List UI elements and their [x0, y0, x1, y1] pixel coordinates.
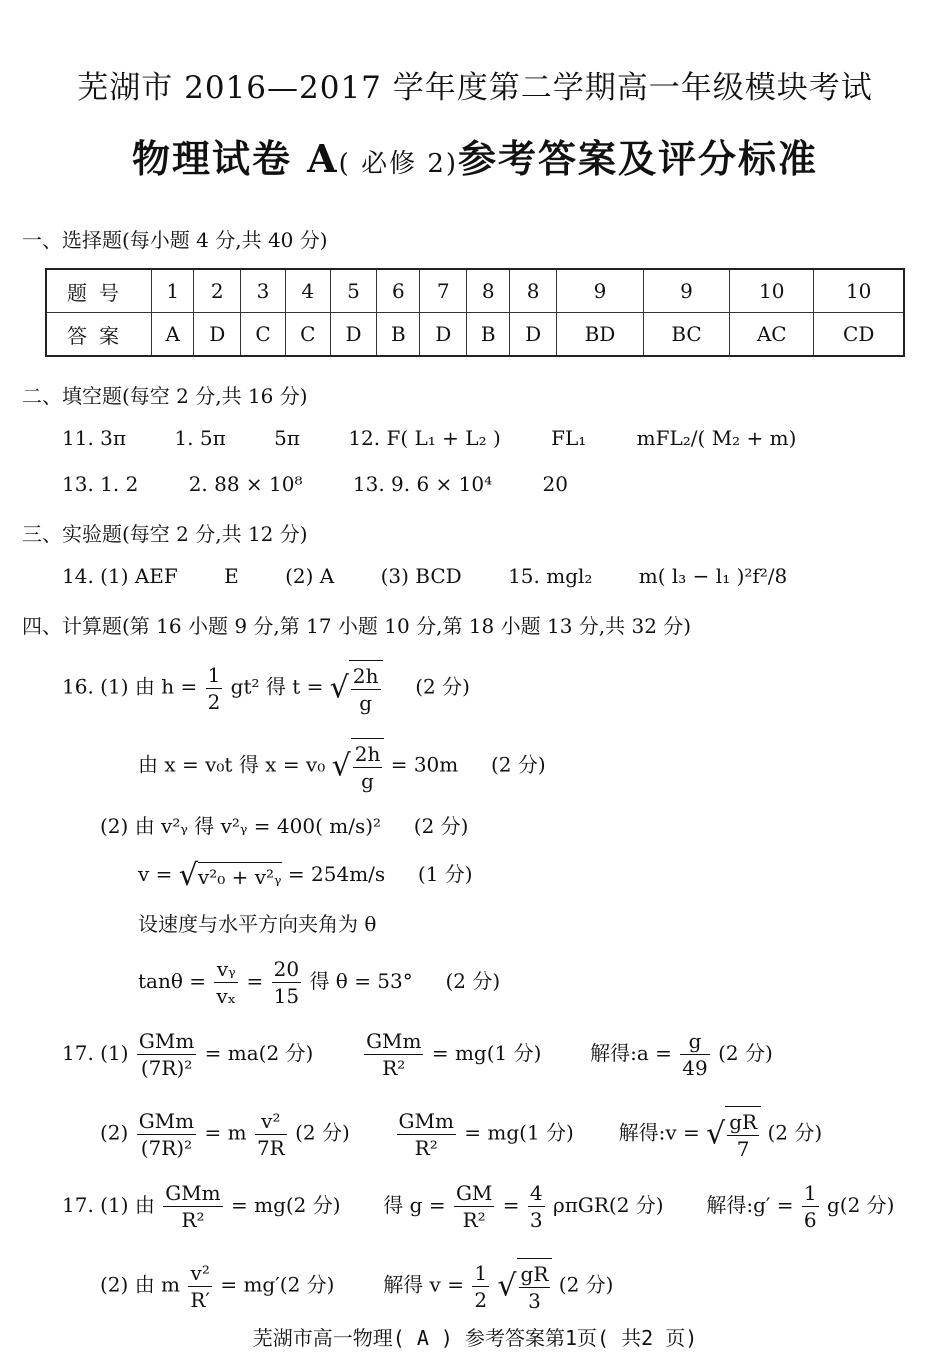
denominator: 6 [803, 1208, 817, 1232]
q16-text: 由 x = v₀t 得 x = v₀ [138, 752, 326, 777]
q-cell: 8 [467, 269, 510, 313]
q16-text: = [246, 969, 264, 993]
q16-text: tanθ = [138, 969, 206, 993]
answer-item: (2) A [285, 564, 335, 588]
score: (2 分) [490, 752, 546, 777]
question-row [46, 269, 904, 313]
answer-item: 14. (1) AEF [62, 564, 178, 588]
denominator: R² [462, 1208, 486, 1232]
a-cell: B [467, 313, 510, 357]
title-main: 物理试卷 A [131, 136, 339, 181]
numerator: 1 [803, 1181, 817, 1205]
row-header-question: 题号 [46, 269, 152, 313]
q-cell: 10 [730, 269, 814, 313]
q17-text: (2) [100, 1120, 129, 1145]
q16-text: 得 θ = 53° [309, 969, 413, 993]
title-sub: ( 必修 2) [338, 149, 459, 179]
denominator: R² [414, 1135, 438, 1160]
q17-text: = mg′(2 分) [220, 1272, 335, 1297]
answer-item: E [224, 564, 239, 588]
q17b-line1 [62, 1180, 894, 1233]
fraction-GMm-R2 [364, 1028, 423, 1081]
sqrt-expression: √ $\frac{gR}{3}$ [497, 1258, 552, 1314]
fraction-half [206, 662, 223, 715]
numerator: GMm [138, 1108, 195, 1133]
denominator: R² [382, 1056, 406, 1080]
numerator: 20 [273, 957, 300, 981]
q-cell: 7 [420, 269, 467, 313]
radicand: v²₀ + v²ᵧ [198, 862, 282, 889]
q17-text: 解得:a = [590, 1041, 672, 1065]
q16-text: v = [138, 862, 173, 886]
answer-item: 2. 88 × 10⁸ [188, 472, 303, 496]
q16-text: (2) 由 v²ᵧ 得 v²ᵧ = 400( m/s)² [100, 814, 382, 838]
score: (2 分) [445, 969, 501, 993]
a-cell: D [510, 313, 557, 357]
answer-item: 12. F( L₁ + L₂ ) [348, 426, 501, 450]
answer-item: mFL₂/( M₂ + m) [636, 426, 797, 450]
a-cell: C [241, 313, 286, 357]
q17-text: 17. (1) 由 [62, 1193, 155, 1217]
numerator: GMm [366, 1029, 422, 1053]
numerator: 1 [474, 1260, 488, 1285]
numerator: gR [729, 1110, 758, 1134]
a-cell: BC [644, 313, 730, 357]
q17-text: 得 g = [383, 1193, 446, 1217]
q16-text: gt² 得 t = [230, 674, 324, 699]
numerator: GMm [138, 1029, 195, 1053]
q16-line1 [62, 660, 470, 716]
section1-heading: 一、选择题(每小题 4 分,共 40 分) [22, 228, 328, 252]
q-cell: 6 [377, 269, 420, 313]
denominator: (7R)² [140, 1056, 193, 1080]
q16-line3 [100, 810, 468, 839]
fraction-v2-Rprime [188, 1260, 212, 1313]
denominator: 2 [207, 689, 221, 714]
sqrt-expression: √ $\frac{2h}{g}$ [330, 660, 383, 716]
answer-item: 13. 1. 2 [62, 472, 139, 496]
q-cell: 9 [644, 269, 730, 313]
q17-text: 解得:v = [618, 1120, 700, 1145]
numerator: 2h [352, 664, 379, 688]
fraction-GMm-R2 [397, 1108, 456, 1161]
q16-text: = 30m [390, 752, 459, 777]
q17a-line1 [62, 1028, 773, 1081]
fraction-v2-7R [255, 1108, 287, 1161]
numerator: vᵧ [214, 956, 238, 983]
answer-item: (3) BCD [380, 564, 462, 588]
title-rest: 参考答案及评分标准 [458, 136, 819, 181]
denominator: 15 [273, 984, 300, 1008]
denominator: 49 [682, 1056, 708, 1080]
exam-title: 芜湖市 2016—2017 学年度第二学期高一年级模块考试 [77, 70, 873, 106]
denominator: R² [181, 1208, 205, 1232]
numerator: GMm [398, 1108, 454, 1133]
score: (1 分) [417, 862, 473, 886]
denominator: 3 [529, 1208, 543, 1232]
q-cell: 10 [814, 269, 904, 313]
q17a-line2 [100, 1106, 822, 1162]
q17-text: = mg(1 分) [431, 1041, 542, 1065]
fraction-1-6 [802, 1180, 819, 1233]
q-cell: 5 [330, 269, 377, 313]
fraction-GMm-R2 [163, 1180, 222, 1233]
q17-text: = ma(2 分) [204, 1041, 314, 1065]
answer-item: m( l₃ − l₁ )²f²/8 [638, 564, 788, 588]
answer-item: 1. 5π [174, 426, 226, 450]
q16-text: = 254m/s [287, 862, 386, 886]
fraction-vy-vx [214, 956, 238, 1009]
q-cell: 4 [285, 269, 330, 313]
section4-heading: 四、计算题(第 16 小题 9 分,第 17 小题 10 分,第 18 小题 13 分,共 32 分) [22, 614, 692, 638]
fraction-20-15 [272, 956, 301, 1009]
q17-text: 解得:g′ = [706, 1193, 794, 1217]
q17-text: 17. (1) [62, 1041, 129, 1065]
denominator: g [359, 691, 373, 715]
a-cell: AC [730, 313, 814, 357]
sqrt-expression: √v²₀ + v²ᵧ [178, 858, 282, 893]
numerator: GMm [165, 1181, 221, 1205]
fraction-1-2 [472, 1260, 489, 1313]
denominator: 7R [256, 1135, 285, 1160]
numerator: 1 [207, 662, 221, 687]
a-cell: BD [556, 313, 643, 357]
section2-heading: 二、填空题(每空 2 分,共 16 分) [22, 384, 308, 408]
denominator: 3 [528, 1289, 541, 1313]
q17-text: (2) 由 m [100, 1272, 181, 1297]
numerator: gR [520, 1262, 549, 1286]
score: (2 分) [295, 1120, 350, 1145]
denominator: 2 [474, 1287, 488, 1312]
fraction-GMm-7R2 [137, 1108, 196, 1161]
q17-text: = [502, 1193, 520, 1217]
numerator: g [680, 1028, 709, 1055]
score: (2 分) [413, 814, 469, 838]
fraction-GM-R2 [454, 1180, 494, 1233]
sqrt-expression: √ $\frac{2h}{g}$ [332, 738, 385, 794]
q16-line2 [138, 738, 546, 794]
answer-item: 13. 9. 6 × 10⁴ [352, 472, 493, 496]
score: (2 分) [415, 674, 470, 699]
answer-line-11-12 [62, 426, 796, 450]
row-header-answer: 答案 [46, 313, 152, 357]
q17b-line2 [100, 1258, 613, 1314]
score: (2 分) [718, 1041, 773, 1065]
answer-table [45, 268, 905, 357]
q17-text: ρπGR(2 分) [552, 1193, 664, 1217]
fraction-4-3 [528, 1180, 545, 1233]
a-cell: A [152, 313, 194, 357]
answer-line-13 [62, 472, 568, 496]
q-cell: 8 [510, 269, 557, 313]
answer-item: 20 [542, 472, 568, 496]
q17-text: g(2 分) [826, 1193, 895, 1217]
denominator: vₓ [216, 984, 237, 1008]
fraction-g-49 [680, 1028, 709, 1081]
denominator: 7 [736, 1137, 750, 1161]
answer-item: 11. 3π [62, 426, 127, 450]
answer-item: 5π [274, 426, 300, 450]
q-cell: 2 [194, 269, 241, 313]
a-cell: B [377, 313, 420, 357]
denominator: (7R)² [140, 1135, 193, 1160]
q16-line4 [138, 858, 473, 893]
q17-text: = mg(2 分) [231, 1193, 341, 1217]
q17-text: = mg(1 分) [464, 1120, 574, 1145]
a-cell: D [420, 313, 467, 357]
q17-text: 解得 v = [383, 1272, 464, 1297]
answer-row [46, 313, 904, 357]
numerator: 4 [529, 1181, 543, 1205]
q17-text: = m [204, 1120, 247, 1145]
score: (2 分) [558, 1272, 614, 1297]
a-cell: D [194, 313, 241, 357]
denominator: R′ [190, 1287, 210, 1312]
numerator: v² [255, 1108, 287, 1135]
a-cell: C [285, 313, 330, 357]
q-cell: 9 [556, 269, 643, 313]
a-cell: CD [814, 313, 904, 357]
section3-heading: 三、实验题(每空 2 分,共 12 分) [22, 522, 308, 546]
page-footer: 芜湖市高一物理( A ) 参考答案第1页( 共2 页) [252, 1326, 698, 1350]
denominator: g [361, 769, 374, 793]
a-cell: D [330, 313, 377, 357]
answer-line-14-15 [62, 564, 787, 588]
score: (2 分) [767, 1120, 823, 1145]
sqrt-expression: √ $\frac{gR}{7}$ [706, 1106, 761, 1162]
numerator: v² [188, 1260, 212, 1287]
q16-line6 [138, 956, 500, 1009]
numerator: GM [455, 1181, 493, 1205]
document-title [0, 128, 950, 183]
q16-text: 16. (1) 由 h = [62, 674, 198, 699]
answer-item: FL₁ [551, 426, 587, 450]
answer-item: 15. mgl₂ [508, 564, 593, 588]
q-cell: 1 [152, 269, 194, 313]
q16-line5: 设速度与水平方向夹角为 θ [138, 912, 377, 936]
fraction-GMm-7R2 [137, 1028, 196, 1081]
numerator: 2h [354, 742, 381, 766]
q-cell: 3 [241, 269, 286, 313]
